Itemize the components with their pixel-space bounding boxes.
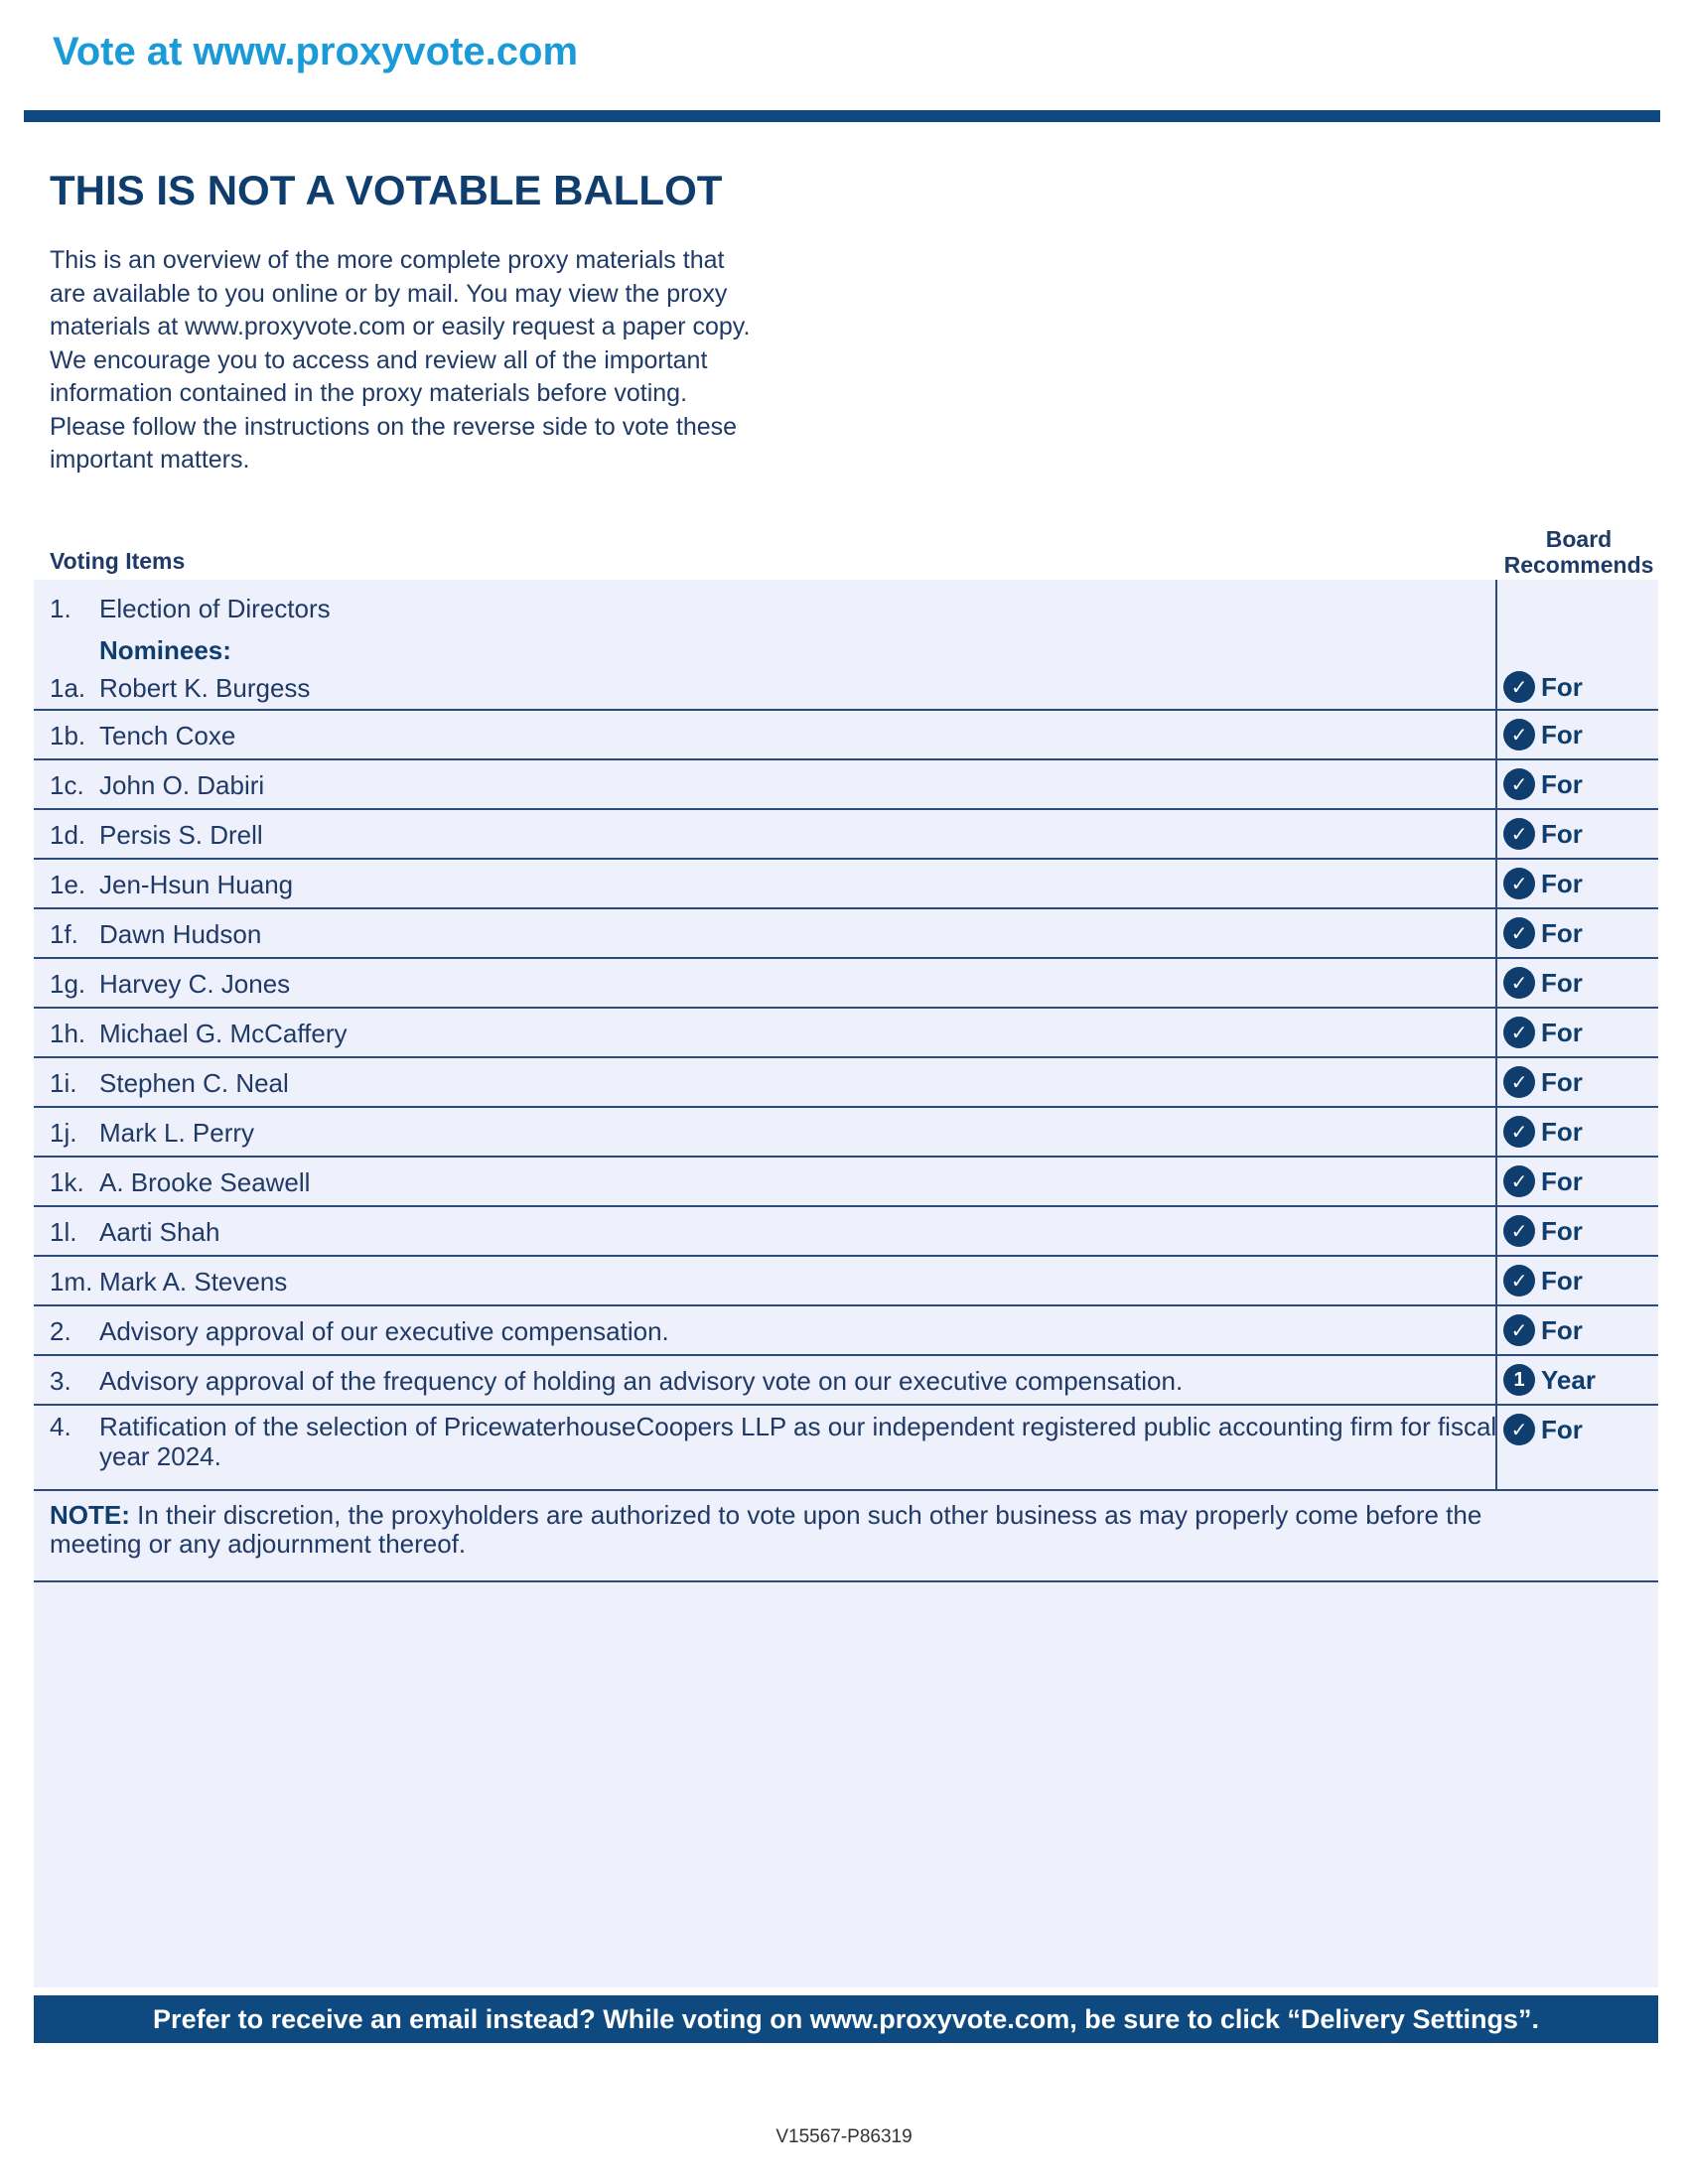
- item-number: 1d.: [50, 820, 86, 850]
- table-row: [34, 711, 1658, 760]
- board-recommendation: [1503, 818, 1583, 850]
- table-row: [34, 1356, 1658, 1406]
- table-row: [34, 959, 1658, 1009]
- recommendation-value: Year: [1541, 1364, 1596, 1395]
- board-recommendation: [1503, 1066, 1583, 1098]
- table-row: [34, 1306, 1658, 1356]
- item-label: Jen-Hsun Huang: [99, 870, 294, 899]
- table-row: [34, 1406, 1658, 1491]
- item-number: 1c.: [50, 770, 84, 800]
- item-number: 1a.: [50, 673, 86, 703]
- check-icon: ✓: [1503, 1116, 1535, 1148]
- recommendation-value: For: [1541, 818, 1583, 849]
- check-icon: ✓: [1503, 1165, 1535, 1197]
- recommendation-value: For: [1541, 1314, 1583, 1345]
- check-icon: ✓: [1503, 868, 1535, 899]
- item-label: A. Brooke Seawell: [99, 1167, 311, 1197]
- item-number: 1h.: [50, 1019, 86, 1048]
- intro-line: We encourage you to access and review all of the important: [50, 345, 708, 374]
- check-icon: ✓: [1503, 967, 1535, 999]
- document-code: V15567-P86319: [775, 2126, 913, 2147]
- recommendation-value: For: [1541, 967, 1583, 998]
- item-label: Advisory approval of the frequency of holding an advisory vote on our executive compensation.: [99, 1366, 1184, 1396]
- item-number: 1i.: [50, 1068, 77, 1098]
- table-row: [34, 1158, 1658, 1207]
- board-recommendation: [1503, 1165, 1583, 1197]
- intro-line: This is an overview of the more complete proxy materials that: [50, 246, 725, 274]
- item-number: 1.: [50, 594, 71, 623]
- item-label: Persis S. Drell: [99, 820, 263, 850]
- ballot-heading: THIS IS NOT A VOTABLE BALLOT: [50, 167, 723, 213]
- header-rule: [24, 110, 1660, 122]
- check-icon: ✓: [1503, 917, 1535, 949]
- intro-line: information contained in the proxy materials before voting.: [50, 379, 688, 407]
- board-recommendation: [1503, 768, 1583, 800]
- table-row: [34, 1207, 1658, 1257]
- nominees-label: Nominees:: [99, 635, 231, 665]
- check-icon: ✓: [1503, 1215, 1535, 1247]
- table-row: [34, 1009, 1658, 1058]
- item-label: Stephen C. Neal: [99, 1068, 289, 1098]
- table-row: [34, 1058, 1658, 1108]
- item-number: 3.: [50, 1366, 71, 1396]
- item-number: 1e.: [50, 870, 86, 899]
- item-label: Mark L. Perry: [99, 1118, 255, 1148]
- voting-items-header: Voting Items: [50, 548, 186, 574]
- check-icon: ✓: [1503, 1414, 1535, 1445]
- board-recommendation: [1503, 917, 1583, 949]
- check-icon: ✓: [1503, 671, 1535, 703]
- header-title[interactable]: Vote at www.proxyvote.com: [53, 30, 579, 73]
- item-label: Robert K. Burgess: [99, 673, 311, 703]
- item-number: 4.: [50, 1412, 71, 1441]
- item-number: 1f.: [50, 919, 78, 949]
- board-recommendation: [1503, 1215, 1583, 1247]
- recommendation-value: For: [1541, 1215, 1583, 1246]
- recommendation-value: For: [1541, 1116, 1583, 1147]
- board-recommendation: [1503, 868, 1583, 899]
- recommendation-value: For: [1541, 671, 1583, 702]
- item-label: Aarti Shah: [99, 1217, 220, 1247]
- board-recommends-line2: Recommends: [1503, 552, 1654, 578]
- board-recommendation: [1503, 1364, 1596, 1396]
- board-recommendation: [1503, 967, 1583, 999]
- board-recommends-header: [1489, 526, 1668, 578]
- table-row: [34, 860, 1658, 909]
- board-recommendation: [1503, 1017, 1583, 1048]
- check-icon: ✓: [1503, 1017, 1535, 1048]
- recommendation-value: For: [1541, 868, 1583, 898]
- recommendation-value: For: [1541, 1414, 1583, 1444]
- check-icon: ✓: [1503, 768, 1535, 800]
- board-recommendation: [1503, 1265, 1583, 1297]
- one-icon: 1: [1503, 1364, 1535, 1396]
- intro-line: Please follow the instructions on the reverse side to vote these: [50, 412, 738, 441]
- board-recommendation: [1503, 671, 1583, 703]
- item-label: John O. Dabiri: [99, 770, 265, 800]
- item-label: Tench Coxe: [99, 721, 236, 751]
- check-icon: ✓: [1503, 719, 1535, 751]
- board-recommendation: [1503, 1116, 1583, 1148]
- item-label: Advisory approval of our executive compensation.: [99, 1316, 669, 1346]
- intro-line: are available to you online or by mail. You may view the proxy: [50, 279, 728, 308]
- item-label: Harvey C. Jones: [99, 969, 291, 999]
- recommendation-value: For: [1541, 917, 1583, 948]
- board-recommendation: [1503, 1414, 1583, 1445]
- item-label: Mark A. Stevens: [99, 1267, 288, 1297]
- recommendation-value: For: [1541, 1165, 1583, 1196]
- board-recommendation: [1503, 719, 1583, 751]
- item-label: Ratification of the selection of PricewaterhouseCoopers LLP as our independent registered public accounting firm for fiscal year 2024.: [99, 1412, 1497, 1471]
- delivery-settings-banner: Prefer to receive an email instead? While voting on www.proxyvote.com, be sure to click “Delivery Settings”.: [34, 1995, 1658, 2043]
- recommendation-value: For: [1541, 719, 1583, 750]
- recommendation-value: For: [1541, 768, 1583, 799]
- item-number: 1g.: [50, 969, 86, 999]
- recommendation-value: For: [1541, 1066, 1583, 1097]
- note-body: In their discretion, the proxyholders are authorized to vote upon such other business as may properly come before the meeting or any adjournment thereof.: [50, 1500, 1482, 1559]
- note-text: [50, 1501, 1499, 1559]
- intro-line: materials at www.proxyvote.com or easily request a paper copy.: [50, 313, 751, 341]
- item-label: Dawn Hudson: [99, 919, 262, 949]
- item-number: 1m.: [50, 1267, 93, 1297]
- recommendation-value: For: [1541, 1265, 1583, 1296]
- table-row: [34, 1257, 1658, 1306]
- check-icon: ✓: [1503, 1066, 1535, 1098]
- item-number: 1l.: [50, 1217, 77, 1247]
- table-row: [34, 1108, 1658, 1158]
- item-label: Election of Directors: [99, 594, 331, 623]
- intro-paragraph: [50, 244, 824, 478]
- item-number: 1j.: [50, 1118, 77, 1148]
- board-recommendation: [1503, 1314, 1583, 1346]
- board-recommends-line1: Board: [1545, 526, 1613, 552]
- table-row: [34, 909, 1658, 959]
- intro-line: important matters.: [50, 446, 250, 474]
- item-number: 1b.: [50, 721, 86, 751]
- check-icon: ✓: [1503, 1265, 1535, 1297]
- item-number: 2.: [50, 1316, 71, 1346]
- check-icon: ✓: [1503, 818, 1535, 850]
- recommendation-value: For: [1541, 1017, 1583, 1047]
- item-number: 1k.: [50, 1167, 84, 1197]
- note-label: NOTE:: [50, 1500, 130, 1530]
- table-row: [34, 665, 1658, 711]
- table-row: [34, 760, 1658, 810]
- table-row: [34, 810, 1658, 860]
- note-block: [34, 1491, 1658, 1582]
- item-label: Michael G. McCaffery: [99, 1019, 348, 1048]
- check-icon: ✓: [1503, 1314, 1535, 1346]
